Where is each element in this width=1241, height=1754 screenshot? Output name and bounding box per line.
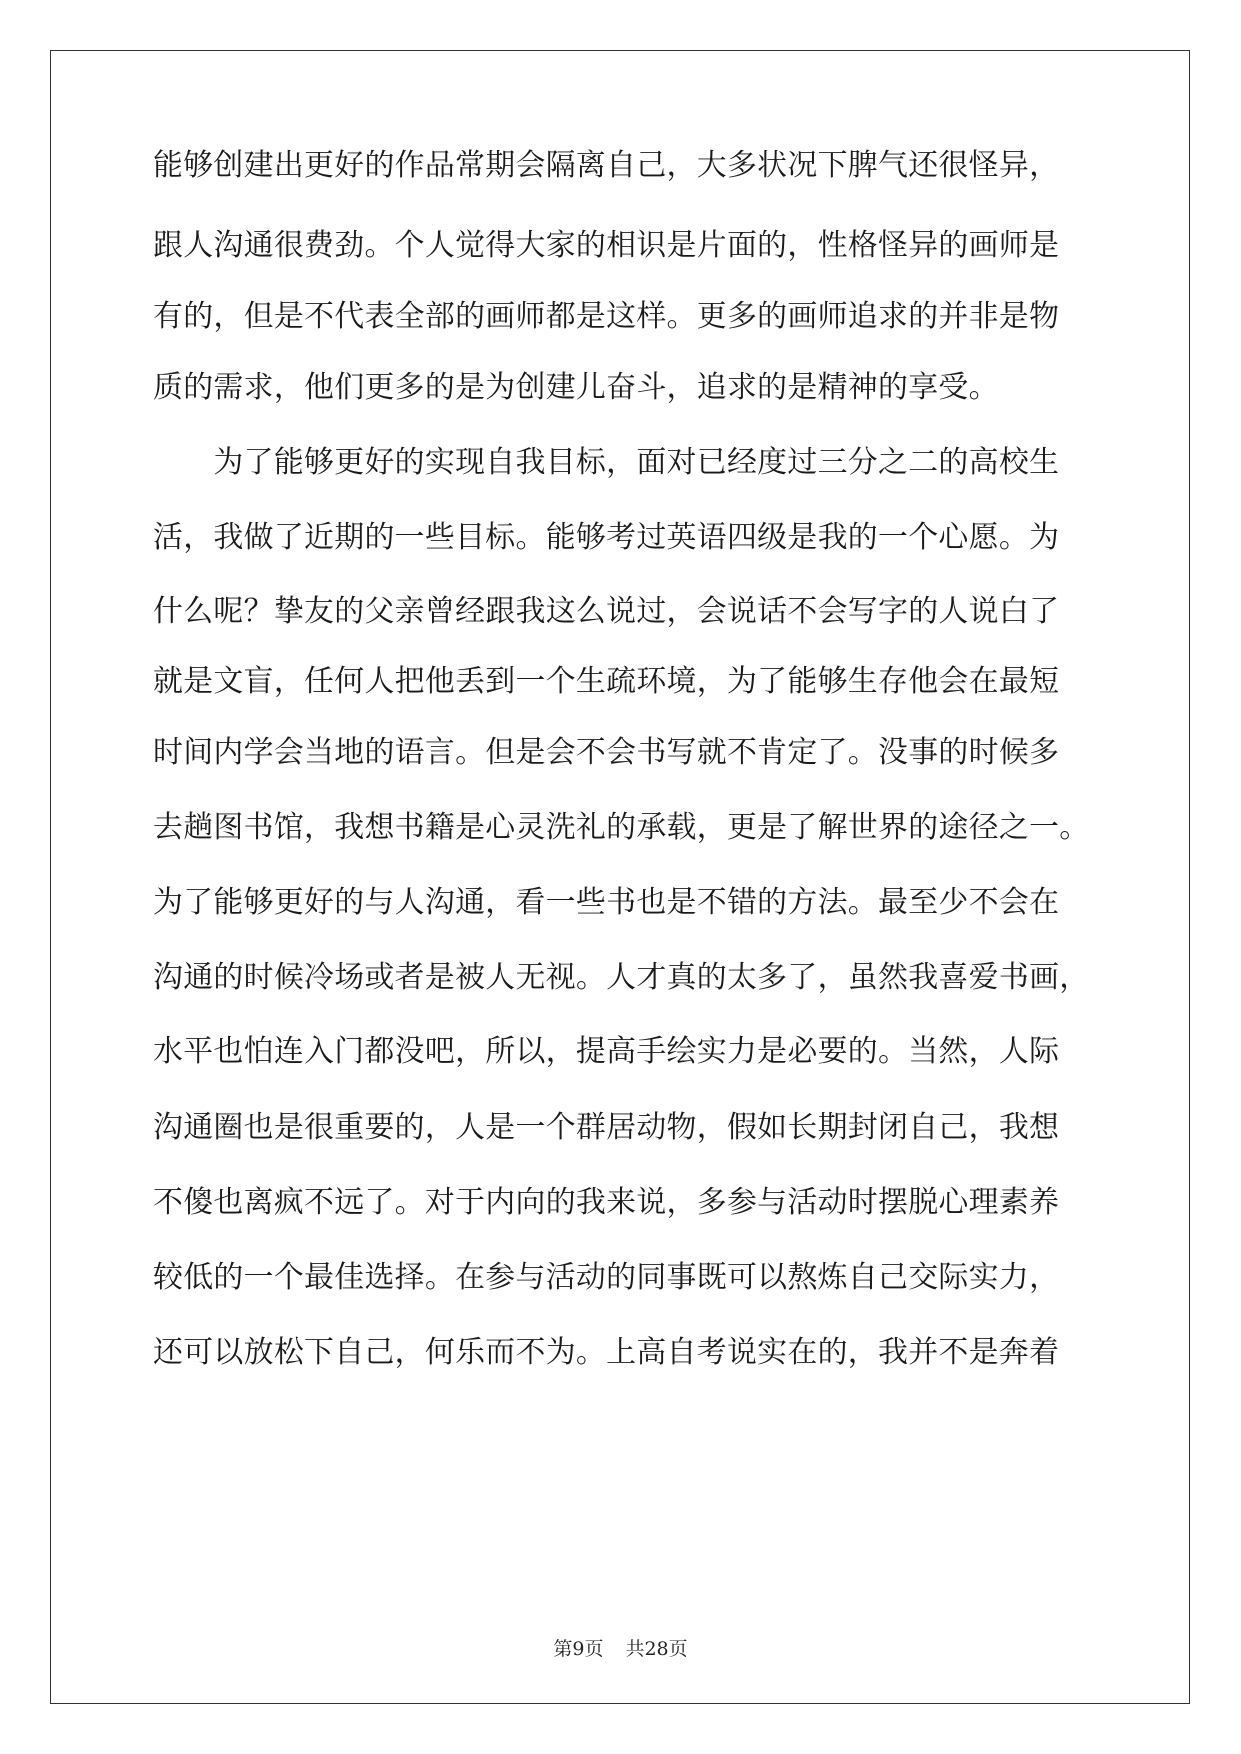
- text-line: 为了能够更好的实现自我目标，面对已经度过三分之二的高校生: [153, 445, 1060, 480]
- text-line: 什么呢？挚友的父亲曾经跟我这么说过，会说话不会写字的人说白了: [153, 594, 1060, 629]
- page-footer: [0, 1637, 1241, 1661]
- current-page-label: 第9页: [553, 1638, 604, 1660]
- text-line: 还可以放松下自己，何乐而不为。上高自考说实在的，我并不是奔着: [153, 1335, 1060, 1370]
- text-line: 活，我做了近期的一些目标。能够考过英语四级是我的一个心愿。为: [153, 520, 1060, 555]
- text-line: 不傻也离疯不远了。对于内向的我来说，多参与活动时摆脱心理素养: [153, 1185, 1060, 1220]
- text-line: 沟通的时候冷场或者是被人无视。人才真的太多了，虽然我喜爱书画，: [153, 960, 1090, 995]
- text-line: 时间内学会当地的语言。但是会不会书写就不肯定了。没事的时候多: [153, 735, 1060, 770]
- text-line: 就是文盲，任何人把他丢到一个生疏环境，为了能够生存他会在最短: [153, 664, 1060, 699]
- text-line: 跟人沟通很费劲。个人觉得大家的相识是片面的，性格怪异的画师是: [153, 228, 1060, 263]
- text-line: 去趟图书馆，我想书籍是心灵洗礼的承载，更是了解世界的途径之一。: [153, 810, 1090, 845]
- text-line: 有的，但是不代表全部的画师都是这样。更多的画师追求的并非是物: [153, 299, 1060, 334]
- text-line: 为了能够更好的与人沟通，看一些书也是不错的方法。最至少不会在: [153, 885, 1060, 920]
- text-line: 较低的一个最佳选择。在参与活动的同事既可以熬炼自己交际实力，: [153, 1260, 1060, 1295]
- total-pages-label: 共28页: [625, 1638, 688, 1660]
- text-line: 沟通圈也是很重要的，人是一个群居动物，假如长期封闭自己，我想: [153, 1110, 1060, 1145]
- text-line: 质的需求，他们更多的是为创建儿奋斗，追求的是精神的享受。: [153, 370, 999, 405]
- text-line: 水平也怕连入门都没吧，所以，提高手绘实力是必要的。当然，人际: [153, 1034, 1060, 1069]
- text-line: 能够创建出更好的作品常期会隔离自己，大多状况下脾气还很怪异，: [153, 148, 1060, 183]
